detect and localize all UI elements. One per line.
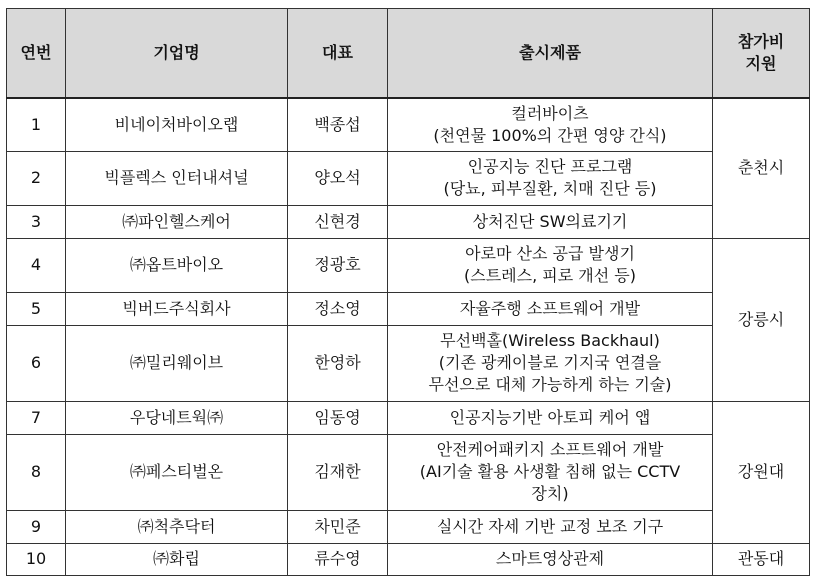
product-line: 인공지능기반 아토피 케어 앱 [449, 407, 651, 427]
product-line: 인공지능 진단 프로그램 [467, 157, 633, 176]
cell-product [388, 292, 713, 325]
cell-product [388, 434, 713, 510]
cell-no: 5 [7, 292, 66, 325]
cell-company: ㈜옵트바이오 [66, 238, 288, 292]
cell-support: 강릉시 [713, 238, 810, 401]
table-row [7, 151, 810, 205]
table-row [7, 434, 810, 510]
table-row [7, 325, 810, 401]
product-line: (스트레스, 피로 개선 등) [464, 266, 636, 285]
cell-ceo: 한영하 [288, 325, 388, 401]
product-line: 실시간 자세 기반 교정 보조 기구 [436, 516, 664, 536]
cell-no: 4 [7, 238, 66, 292]
cell-support: 강원대 [713, 401, 810, 543]
cell-ceo: 신현경 [288, 205, 388, 238]
table-row [7, 543, 810, 575]
table-row [7, 205, 810, 238]
header-no: 연번 [7, 9, 66, 99]
cell-no: 2 [7, 151, 66, 205]
cell-product [388, 401, 713, 434]
product-line: 무선으로 대체 가능하게 하는 기술) [428, 375, 672, 394]
cell-product [388, 325, 713, 401]
product-line: (천연물 100%의 간편 영양 간식) [433, 125, 667, 145]
cell-company: 비네이처바이오랩 [66, 98, 288, 151]
table-row [7, 98, 810, 151]
cell-ceo: 류수영 [288, 543, 388, 575]
cell-ceo: 정광호 [288, 238, 388, 292]
cell-ceo: 차민준 [288, 510, 388, 543]
product-line: (AI기술 활용 사생활 침해 없는 CCTV [419, 462, 681, 481]
cell-product [388, 238, 713, 292]
cell-ceo: 임동영 [288, 401, 388, 434]
product-line: 무선백홀(Wireless Backhaul) [440, 331, 660, 350]
cell-company: ㈜화립 [66, 543, 288, 575]
cell-product [388, 543, 713, 575]
cell-no: 3 [7, 205, 66, 238]
cell-ceo: 양오석 [288, 151, 388, 205]
cell-company: ㈜척추닥터 [66, 510, 288, 543]
cell-company: ㈜페스티벌온 [66, 434, 288, 510]
table-row [7, 292, 810, 325]
cell-company: ㈜밀리웨이브 [66, 325, 288, 401]
header-product: 출시제품 [388, 9, 713, 99]
cell-company: 빅플렉스 인터내셔널 [66, 151, 288, 205]
cell-support: 관동대 [713, 543, 810, 575]
cell-support: 춘천시 [713, 98, 810, 238]
table-row [7, 510, 810, 543]
cell-company: ㈜파인헬스케어 [66, 205, 288, 238]
product-line: 아로마 산소 공급 발생기 [465, 244, 635, 263]
product-line: 장치) [531, 484, 569, 503]
header-support-line2: 지원 [745, 54, 777, 73]
cell-ceo: 김재한 [288, 434, 388, 510]
cell-no: 9 [7, 510, 66, 543]
product-line: (기존 광케이블로 기지국 연결을 [438, 353, 662, 372]
cell-ceo: 백종섭 [288, 98, 388, 151]
header-row [7, 9, 810, 99]
cell-company: 우당네트웍㈜ [66, 401, 288, 434]
product-line: 안전케어패키지 소프트웨어 개발 [436, 440, 664, 459]
cell-product [388, 510, 713, 543]
cell-product [388, 151, 713, 205]
table-container [6, 8, 810, 576]
table-row [7, 401, 810, 434]
table-body [7, 98, 810, 575]
header-ceo: 대표 [288, 9, 388, 99]
table-row [7, 238, 810, 292]
product-line: 자율주행 소프트웨어 개발 [459, 298, 641, 318]
cell-no: 6 [7, 325, 66, 401]
cell-product [388, 98, 713, 151]
product-line: (당뇨, 피부질환, 치매 진단 등) [443, 179, 657, 198]
cell-no: 7 [7, 401, 66, 434]
product-line: 컬러바이츠 [511, 103, 589, 123]
cell-company: 빅버드주식회사 [66, 292, 288, 325]
product-line: 상처진단 SW의료기기 [472, 211, 628, 231]
cell-no: 8 [7, 434, 66, 510]
product-line: 스마트영상관제 [495, 549, 605, 568]
cell-no: 1 [7, 98, 66, 151]
company-table [6, 8, 810, 576]
cell-product [388, 205, 713, 238]
header-support [713, 9, 810, 99]
cell-no: 10 [7, 543, 66, 575]
cell-ceo: 정소영 [288, 292, 388, 325]
header-company: 기업명 [66, 9, 288, 99]
header-support-line1: 참가비 [737, 32, 785, 51]
